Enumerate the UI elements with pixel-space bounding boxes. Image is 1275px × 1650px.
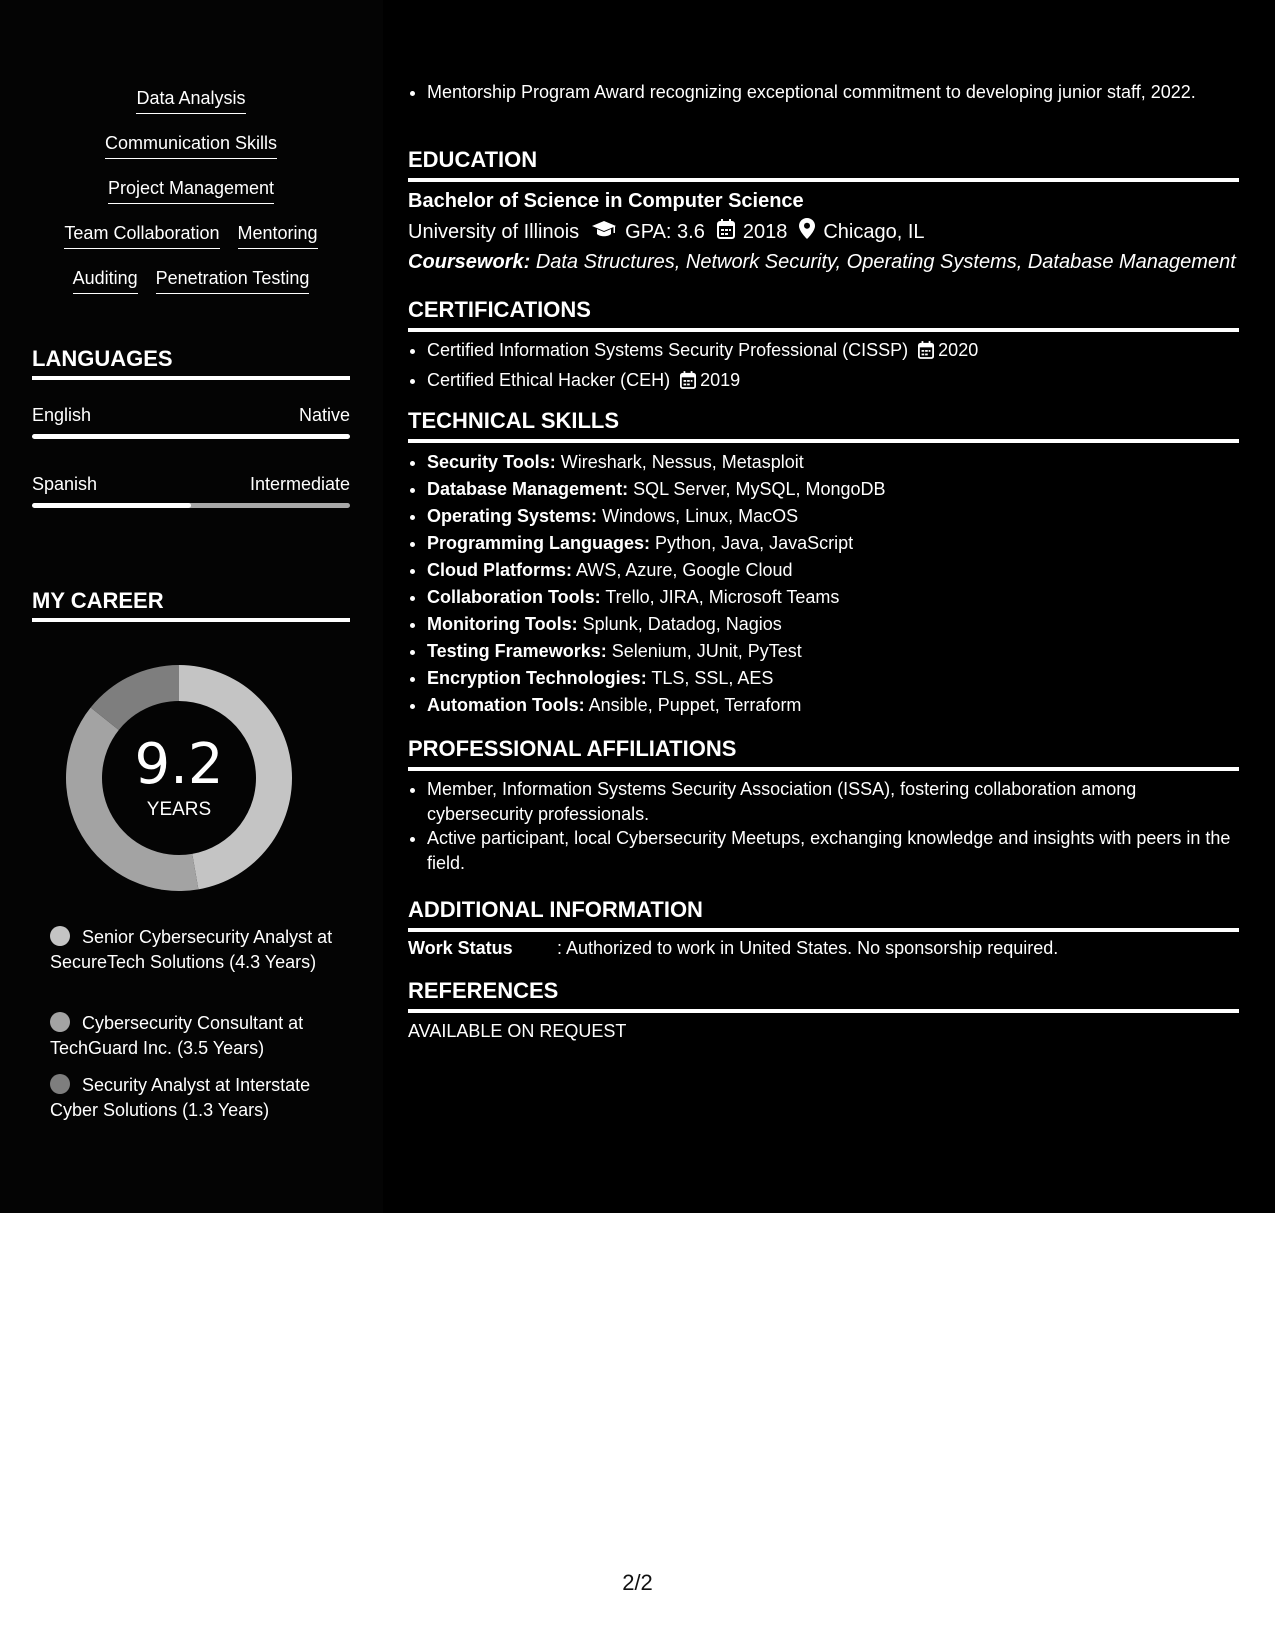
school-location: Chicago, IL [823, 221, 925, 243]
award-list [408, 80, 1239, 105]
language-level: Intermediate [249, 474, 350, 494]
technical-skills-list [408, 449, 1239, 719]
skill-row [32, 176, 350, 204]
certification-year: 2019 [700, 370, 741, 390]
skill-label: Collaboration Tools: [427, 587, 601, 607]
certification-item [427, 337, 1239, 367]
affiliations-list [408, 777, 1239, 875]
skill-item [427, 503, 1239, 530]
skill-label: Automation Tools: [427, 695, 585, 715]
career-total-unit: YEARS [146, 799, 212, 820]
language-name: Spanish [32, 474, 98, 494]
skill-tag: Mentoring [238, 221, 318, 249]
skill-label: Encryption Technologies: [427, 668, 647, 688]
donut-center [66, 665, 292, 891]
language-row-spanish [32, 472, 350, 496]
skill-value: Python, Java, JavaScript [655, 533, 854, 553]
skill-label: Monitoring Tools: [427, 614, 578, 634]
career-role-label: Security Analyst at Interstate Cyber Solutions (1.3 Years) [50, 1075, 311, 1120]
calendar-icon [680, 370, 696, 397]
career-role [50, 1011, 335, 1060]
additional-info-heading: ADDITIONAL INFORMATION [408, 896, 1239, 932]
language-bar [32, 434, 350, 439]
skill-value: Ansible, Puppet, Terraform [588, 695, 802, 715]
skill-label: Cloud Platforms: [427, 560, 573, 580]
references-text: AVAILABLE ON REQUEST [408, 1021, 627, 1041]
career-role [50, 1073, 335, 1122]
languages-heading: LANGUAGES [32, 345, 350, 380]
skill-item [427, 638, 1239, 665]
main-column [408, 0, 1239, 1213]
graduation-cap-icon [591, 219, 617, 246]
certification-item [427, 367, 1239, 397]
coursework-label: Coursework: [408, 251, 531, 273]
sidebar [0, 0, 383, 1213]
education-heading: EDUCATION [408, 146, 1239, 182]
skill-value: Windows, Linux, MacOS [602, 506, 799, 526]
skill-item [427, 557, 1239, 584]
award-item: • Mentorship Program Award recognizing exceptional commitment to developing junior staff, 2022. [427, 80, 1239, 105]
references-heading: REFERENCES [408, 977, 1239, 1013]
skill-label: Security Tools: [427, 452, 556, 472]
skill-value: Splunk, Datadog, Nagios [582, 614, 782, 634]
affiliations-heading: PROFESSIONAL AFFILIATIONS [408, 735, 1239, 771]
skill-tag: Penetration Testing [156, 266, 310, 294]
skill-value: AWS, Azure, Google Cloud [576, 560, 793, 580]
skill-row [32, 266, 350, 294]
career-role [50, 925, 335, 974]
skill-value: TLS, SSL, AES [651, 668, 774, 688]
technical-skills-heading: TECHNICAL SKILLS [408, 407, 1239, 443]
skill-row [32, 86, 350, 114]
skill-tag: Communication Skills [105, 131, 277, 159]
career-total-value: 9.2 [134, 732, 224, 797]
skill-tag: Data Analysis [136, 86, 245, 114]
skill-item [427, 665, 1239, 692]
skill-row [32, 221, 350, 249]
certification-name: Certified Ethical Hacker (CEH) [427, 370, 671, 390]
skill-item [427, 584, 1239, 611]
skill-item [427, 449, 1239, 476]
language-level: Native [298, 405, 350, 425]
skill-label: Programming Languages: [427, 533, 651, 553]
gpa: GPA: 3.6 [625, 221, 705, 243]
language-row-english [32, 403, 350, 427]
language-bar-fill [32, 503, 191, 508]
affiliation-item: • Member, Information Systems Security Association (ISSA), fostering collaboration among cybersecurity professionals. [427, 777, 1239, 826]
skill-tag: Auditing [73, 266, 138, 294]
skill-row [32, 131, 350, 159]
career-donut-chart [66, 665, 292, 891]
skill-value: SQL Server, MySQL, MongoDB [633, 479, 886, 499]
calendar-icon [918, 340, 934, 367]
work-status-value: : Authorized to work in United States. No sponsorship required. [557, 938, 1059, 958]
skill-item [427, 611, 1239, 638]
legend-dot [50, 1012, 70, 1032]
certification-name: Certified Information Systems Security Professional (CISSP) [427, 340, 909, 360]
certifications-heading: CERTIFICATIONS [408, 296, 1239, 332]
coursework-value: Data Structures, Network Security, Operating Systems, Database Management [535, 251, 1236, 273]
skill-item [427, 692, 1239, 719]
skill-label: Operating Systems: [427, 506, 598, 526]
graduation-year: 2018 [742, 221, 788, 243]
skill-label: Database Management: [427, 479, 629, 499]
certification-year: 2020 [938, 340, 979, 360]
language-bar [32, 503, 350, 508]
career-role-label: Senior Cybersecurity Analyst at SecureTech Solutions (4.3 Years) [50, 927, 333, 972]
career-heading: MY CAREER [32, 587, 350, 622]
degree-title: Bachelor of Science in Computer Science [408, 190, 804, 212]
skill-value: Wireshark, Nessus, Metasploit [560, 452, 804, 472]
skill-value: Selenium, JUnit, PyTest [611, 641, 802, 661]
map-pin-icon [799, 218, 815, 246]
skill-tag: Project Management [108, 176, 274, 204]
skill-value: Trello, JIRA, Microsoft Teams [605, 587, 840, 607]
page-number: 2/2 [622, 1570, 653, 1595]
school-name: University of Illinois [408, 221, 580, 243]
coursework [408, 249, 1236, 275]
skill-item [427, 476, 1239, 503]
legend-dot [50, 1074, 70, 1094]
certifications-list [408, 337, 1239, 397]
legend-dot [50, 926, 70, 946]
skill-tag: Team Collaboration [64, 221, 219, 249]
education-details [408, 218, 925, 246]
career-role-label: Cybersecurity Consultant at TechGuard Inc. (3.5 Years) [50, 1013, 304, 1058]
work-status-label: Work Status [408, 938, 513, 958]
skill-item [427, 530, 1239, 557]
skill-label: Testing Frameworks: [427, 641, 607, 661]
work-status-row [408, 936, 1058, 960]
language-bar-fill [32, 434, 350, 439]
affiliation-item: • Active participant, local Cybersecurity Meetups, exchanging knowledge and insights with peers in the field. [427, 826, 1239, 875]
calendar-icon [717, 219, 735, 246]
language-name: English [32, 405, 92, 425]
